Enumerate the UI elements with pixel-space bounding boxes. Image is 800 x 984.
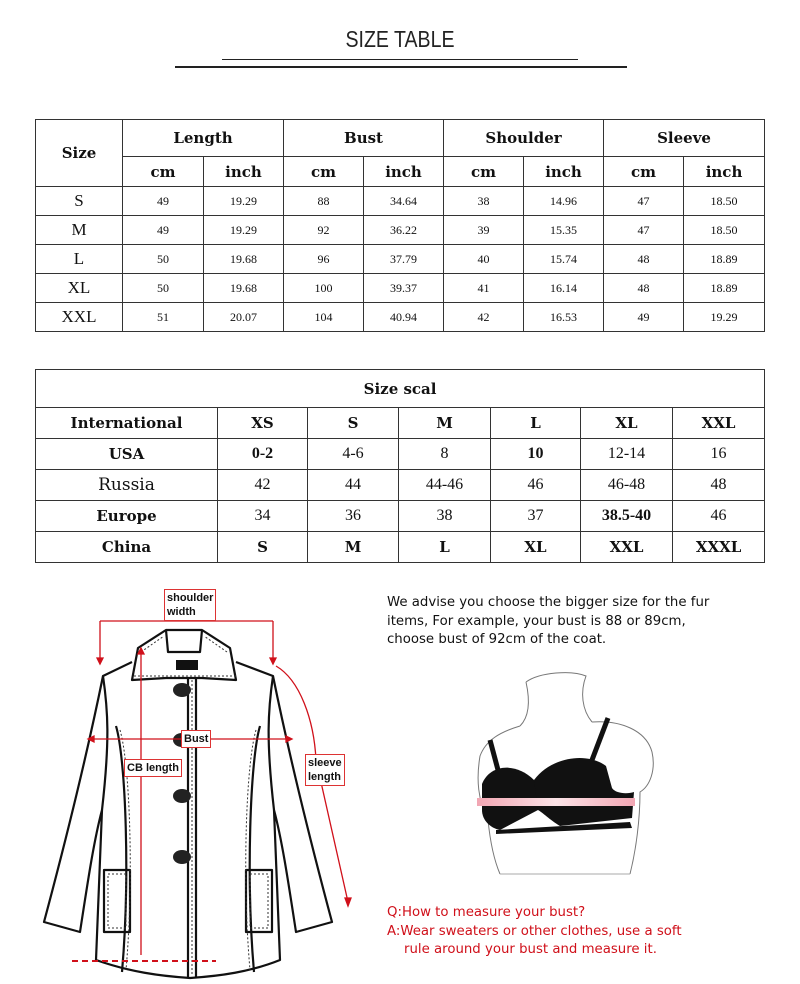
value-cell: 100 — [284, 274, 364, 303]
coat-button-icon — [173, 789, 191, 803]
value-cell: XXXL — [673, 532, 765, 563]
value-cell: 44-46 — [399, 470, 491, 501]
value-cell: 0-2 — [218, 439, 308, 470]
value-cell: 4-6 — [308, 439, 399, 470]
coat-button-icon — [173, 850, 191, 864]
value-cell: XL — [491, 532, 581, 563]
unit-header: inch — [684, 157, 765, 187]
value-cell: 15.35 — [524, 216, 604, 245]
size-cell: XXL — [36, 303, 123, 332]
value-cell: 12-14 — [581, 439, 673, 470]
value-cell: 19.29 — [204, 216, 284, 245]
value-cell: 18.89 — [684, 274, 765, 303]
value-cell: XXL — [673, 408, 765, 439]
sleeve-length-label-line2: length — [308, 771, 341, 783]
value-cell: XXL — [581, 532, 673, 563]
value-cell: M — [308, 532, 399, 563]
value-cell: 36.22 — [364, 216, 444, 245]
row-label: International — [36, 408, 218, 439]
value-cell: 51 — [123, 303, 204, 332]
unit-header: cm — [123, 157, 204, 187]
unit-header: inch — [524, 157, 604, 187]
value-cell: 46 — [673, 501, 765, 532]
value-cell: 18.50 — [684, 216, 765, 245]
size-column-header: Size — [36, 120, 123, 187]
value-cell: 36 — [308, 501, 399, 532]
cb-length-label: CB length — [124, 759, 182, 777]
title-divider-bottom — [175, 66, 627, 68]
value-cell: 49 — [604, 303, 684, 332]
advice-line: We advise you choose the bigger size for the fur — [387, 595, 710, 610]
value-cell: 44 — [308, 470, 399, 501]
advice-line: choose bust of 92cm of the coat. — [387, 632, 607, 647]
value-cell: 46 — [491, 470, 581, 501]
length-group-header: Length — [123, 120, 284, 157]
qa-answer: A:Wear sweaters or other clothes, use a soft — [387, 923, 682, 939]
size-scale-table — [35, 369, 765, 563]
value-cell: 49 — [123, 216, 204, 245]
advice-line: items, For example, your bust is 88 or 89cm, — [387, 613, 686, 629]
shoulder-width-label-line1: shoulder — [167, 592, 214, 604]
sleeve-group-header: Sleeve — [604, 120, 765, 157]
value-cell: 34 — [218, 501, 308, 532]
size-cell: M — [36, 216, 123, 245]
table-row — [36, 532, 765, 563]
shoulder-width-label — [164, 589, 216, 621]
sleeve-length-label — [305, 754, 345, 786]
bust-group-header: Bust — [284, 120, 444, 157]
measurement-table — [35, 119, 765, 332]
table-row — [36, 274, 765, 303]
value-cell: 18.89 — [684, 245, 765, 274]
value-cell: 19.68 — [204, 274, 284, 303]
size-cell: L — [36, 245, 123, 274]
value-cell: 46-48 — [581, 470, 673, 501]
value-cell: 38 — [399, 501, 491, 532]
measuring-tape-icon — [477, 798, 635, 806]
row-label: China — [36, 532, 218, 563]
table-row — [36, 470, 765, 501]
value-cell: 50 — [123, 274, 204, 303]
value-cell: 50 — [123, 245, 204, 274]
value-cell: 47 — [604, 187, 684, 216]
coat-button-icon — [173, 683, 191, 697]
value-cell: 42 — [444, 303, 524, 332]
value-cell: M — [399, 408, 491, 439]
unit-header: inch — [364, 157, 444, 187]
row-label: USA — [36, 439, 218, 470]
value-cell: S — [308, 408, 399, 439]
value-cell: 37.79 — [364, 245, 444, 274]
value-cell: XL — [581, 408, 673, 439]
page-title: SIZE TABLE — [345, 26, 455, 52]
unit-header: inch — [204, 157, 284, 187]
table-row — [36, 501, 765, 532]
value-cell: 19.29 — [204, 187, 284, 216]
bust-measure-qa — [387, 904, 787, 960]
value-cell: 48 — [673, 470, 765, 501]
value-cell: 40 — [444, 245, 524, 274]
value-cell: 39 — [444, 216, 524, 245]
value-cell: 41 — [444, 274, 524, 303]
value-cell: 19.68 — [204, 245, 284, 274]
sleeve-length-label-line1: sleeve — [308, 757, 342, 769]
table-row — [36, 187, 765, 216]
value-cell: 16.53 — [524, 303, 604, 332]
shoulder-group-header: Shoulder — [444, 120, 604, 157]
value-cell: 96 — [284, 245, 364, 274]
table-row — [36, 216, 765, 245]
size-cell: S — [36, 187, 123, 216]
shoulder-width-label-line2: width — [167, 606, 196, 618]
value-cell: L — [491, 408, 581, 439]
value-cell: 104 — [284, 303, 364, 332]
value-cell: L — [399, 532, 491, 563]
value-cell: 48 — [604, 274, 684, 303]
value-cell: 48 — [604, 245, 684, 274]
value-cell: 38 — [444, 187, 524, 216]
value-cell: 15.74 — [524, 245, 604, 274]
value-cell: 88 — [284, 187, 364, 216]
qa-question: Q:How to measure your bust? — [387, 905, 586, 920]
value-cell: 19.29 — [684, 303, 765, 332]
value-cell: 16 — [673, 439, 765, 470]
value-cell: 18.50 — [684, 187, 765, 216]
value-cell: 20.07 — [204, 303, 284, 332]
size-scale-caption: Size scal — [36, 370, 765, 408]
unit-header: cm — [604, 157, 684, 187]
neck-label-icon — [176, 660, 198, 670]
row-label: Russia — [36, 470, 218, 501]
qa-answer-continued: rule around your bust and measure it. — [404, 942, 657, 957]
mannequin-bra-icon — [460, 660, 670, 880]
value-cell: 16.14 — [524, 274, 604, 303]
table-row — [36, 245, 765, 274]
value-cell: 8 — [399, 439, 491, 470]
value-cell: 38.5-40 — [581, 501, 673, 532]
bust-label: Bust — [181, 730, 211, 748]
title-divider-top — [222, 59, 578, 60]
value-cell: 42 — [218, 470, 308, 501]
value-cell: 40.94 — [364, 303, 444, 332]
value-cell: 49 — [123, 187, 204, 216]
size-cell: XL — [36, 274, 123, 303]
value-cell: 14.96 — [524, 187, 604, 216]
sizing-advice — [387, 594, 787, 650]
table-row — [36, 408, 765, 439]
value-cell: 10 — [491, 439, 581, 470]
value-cell: 47 — [604, 216, 684, 245]
value-cell: 34.64 — [364, 187, 444, 216]
value-cell: 92 — [284, 216, 364, 245]
value-cell: 37 — [491, 501, 581, 532]
table-row — [36, 439, 765, 470]
unit-header: cm — [444, 157, 524, 187]
coat-measurement-diagram — [30, 580, 370, 980]
value-cell: 39.37 — [364, 274, 444, 303]
bust-measurement-figure — [460, 660, 670, 880]
value-cell: XS — [218, 408, 308, 439]
row-label: Europe — [36, 501, 218, 532]
value-cell: S — [218, 532, 308, 563]
table-row — [36, 303, 765, 332]
unit-header: cm — [284, 157, 364, 187]
